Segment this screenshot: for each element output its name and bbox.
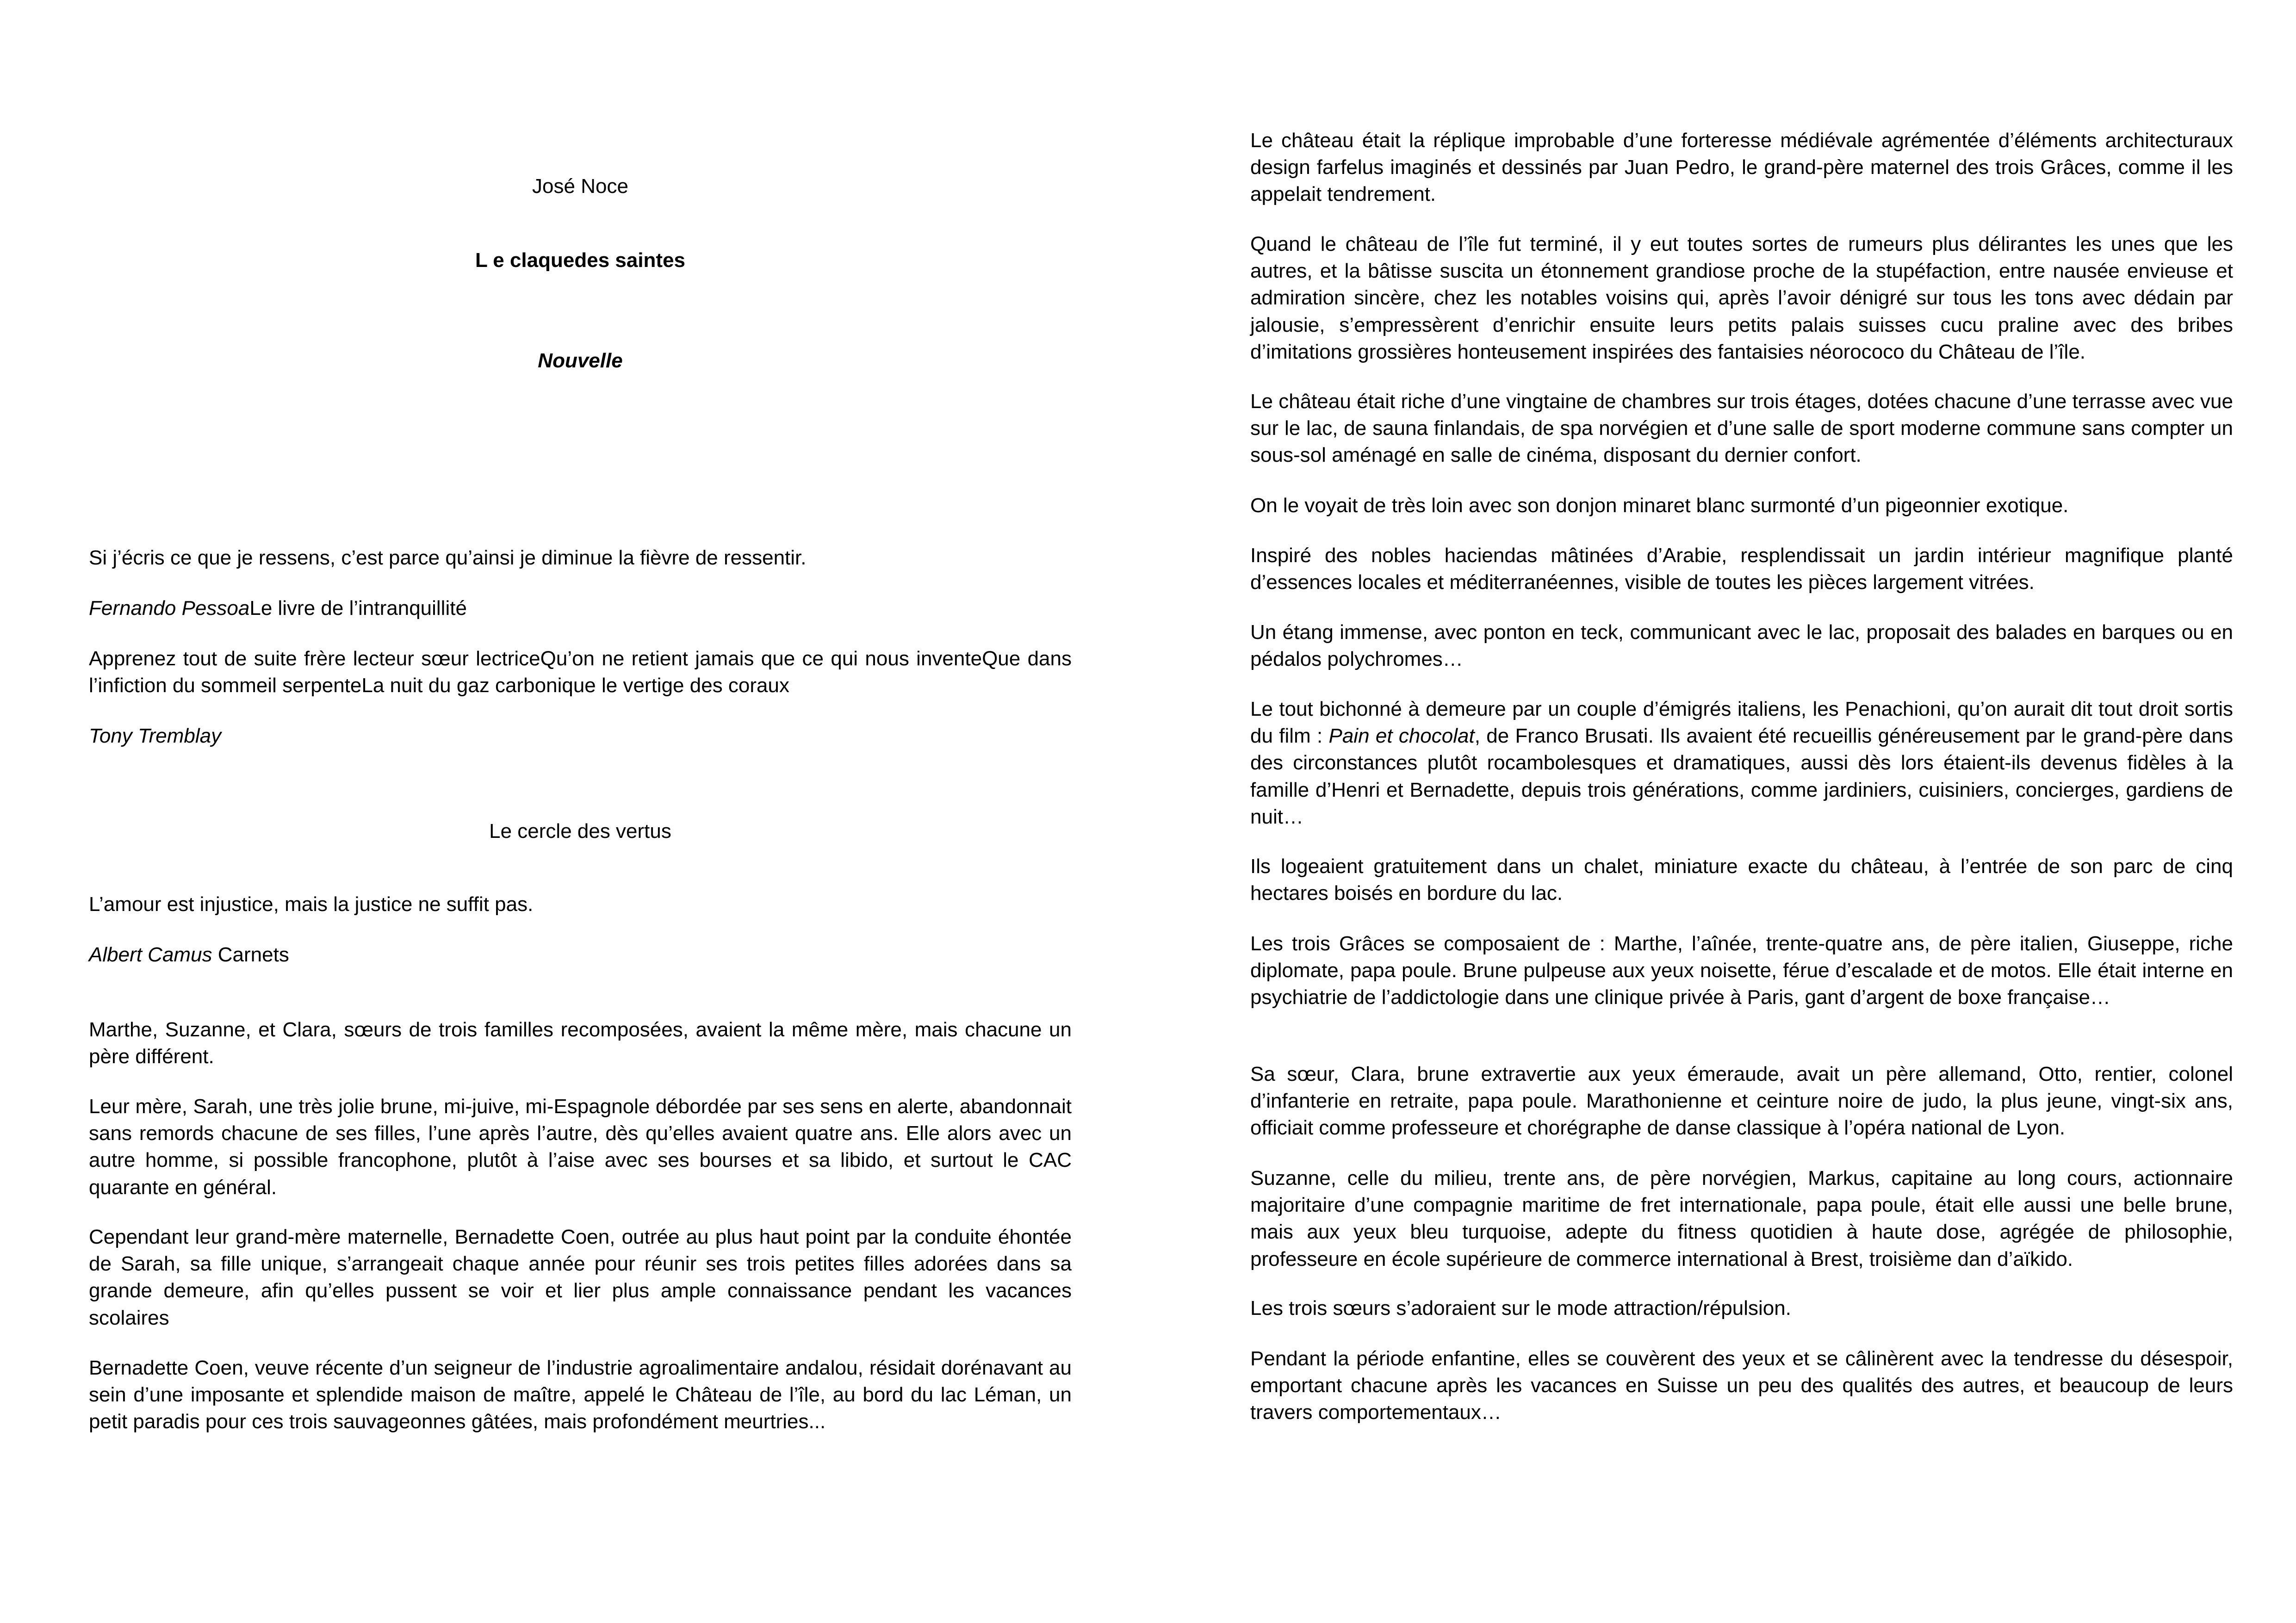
paragraph-right-7-after: , de Franco Brusati. Ils avaient été recueillis généreusement par le grand-père dans des circonstances plutôt rocambolesques et dramatiques, aussi dès lors étaient-ils devenus fidèles à la famille d’Henri et Bernadette, depuis trois générations, comme jardiniers, cuisiniers, concierges, gardiens de nuit… <box>1250 725 2233 828</box>
epigraph-author-3: Albert Camus <box>89 943 212 966</box>
epigraph-credit-1 <box>89 595 467 622</box>
paragraph-left-3: Cependant leur grand-mère maternelle, Bernadette Coen, outrée au plus haut point par la conduite éhontée de Sarah, sa fille unique, s’arrangeait chaque année pour réunir ses trois petites filles adorées dans sa grande demeure, afin qu’elles pussent se voir et lier plus ample connaissance pendant les vacances scolaires <box>89 1226 1072 1329</box>
section-title: Le cercle des vertus <box>489 820 671 842</box>
paragraph-right-13: Pendant la période enfantine, elles se couvèrent des yeux et se câlinèrent avec la tendresse du désespoir, emportant chacune après les vacances en Suisse un peu des qualités des autres, et beaucoup de leurs travers comportementaux… <box>1250 1347 2233 1424</box>
paragraph-right-4: On le voyait de très loin avec son donjon minaret blanc surmonté d’un pigeonnier exotique. <box>1250 494 2069 517</box>
paragraph-right-2: Quand le château de l’île fut terminé, il y eut toutes sortes de rumeurs plus délirantes les unes que les autres, et la bâtisse suscita un étonnement grandiose proche de la stupéfaction, entre nausée envieuse et admiration sincère, chez les notables voisins qui, après l’avoir dénigré sur tous les tons avec dédain par jalousie, s’empressèrent d’enrichir ensuite leurs petits palais suisses cucu praline avec des bribes d’imitations grossières honteusement inspirées des fantaisies néorococo du Château de l’île. <box>1250 233 2233 363</box>
epigraph-author-2: Tony Tremblay <box>89 725 222 747</box>
paragraph-right-10: Sa sœur, Clara, brune extravertie aux yeux émeraude, avait un père allemand, Otto, rentier, colonel d’infanterie en retraite, papa poule. Marathonienne et ceinture noire de judo, la plus jeune, vingt-six ans, officiait comme professeure et chorégraphe de danse classique à l’opéra national de Lyon. <box>1250 1063 2233 1140</box>
author-name: José Noce <box>532 175 628 198</box>
paragraph-right-7-before: Le tout bichonné à demeure par un couple d’émigrés italiens, les Penachioni, qu’on aurait dit tout droit sortis du film : <box>1250 698 2233 748</box>
epigraph-author-1: Fernando Pessoa <box>89 597 250 619</box>
paragraph-right-3: Le château était riche d’une vingtaine de chambres sur trois étages, dotées chacune d’une terrasse avec vue sur le lac, de sauna finlandais, de spa norvégien et d’une salle de sport moderne commune sans compter un sous-sol aménagé en salle de cinéma, disposant du dernier confort. <box>1250 390 2233 467</box>
paragraph-left-2: Leur mère, Sarah, une très jolie brune, mi-juive, mi-Espagnole débordée par ses sens en alerte, abandonnait sans remords chacune de ses filles, l’une après l’autre, dès qu’elles avaient quatre ans. Elle alors avec un autre homme, si possible francophone, plutôt à l’aise avec ses bourses et sa libido, et surtout le CAC quarante en général. <box>89 1095 1072 1199</box>
story-title: L e claquedes saintes <box>475 249 686 272</box>
paragraph-right-6: Un étang immense, avec ponton en teck, communicant avec le lac, proposait des balades en barques ou en pédalos polychromes… <box>1250 621 2233 671</box>
epigraph-quote-2: Apprenez tout de suite frère lecteur sœur lectriceQu’on ne retient jamais que ce qui nous inventeQue dans l’infiction du sommeil serpenteLa nuit du gaz carbonique le vertige des coraux <box>89 647 1072 697</box>
right-page <box>1148 0 2296 1623</box>
paragraph-right-8: Ils logeaient gratuitement dans un chalet, miniature exacte du château, à l’entrée de son parc de cinq hectares boisés en bordure du lac. <box>1250 855 2233 905</box>
paragraph-left-1: Marthe, Suzanne, et Clara, sœurs de trois familles recomposées, avaient la même mère, mais chacune un père différent. <box>89 1018 1072 1068</box>
paragraph-right-1: Le château était la réplique improbable d’une forteresse médiévale agrémentée d’éléments architecturaux design farfelus imaginés et dessinés par Juan Pedro, le grand-père maternel des trois Grâces, comme il les appelait tendrement. <box>1250 129 2233 206</box>
film-title: Pain et chocolat <box>1328 725 1475 748</box>
epigraph-quote-1: Si j’écris ce que je ressens, c’est parce qu’ainsi je diminue la fièvre de ressentir. <box>89 546 807 569</box>
epigraph-quote-3: L’amour est injustice, mais la justice ne suffit pas. <box>89 893 534 916</box>
paragraph-right-7 <box>1250 696 2233 830</box>
epigraph-work-3: Carnets <box>212 943 289 966</box>
paragraph-right-11: Suzanne, celle du milieu, trente ans, de père norvégien, Markus, capitaine au long cours, actionnaire majoritaire d’une compagnie maritime de fret internationale, papa poule, était elle aussi une belle brune, mais aux yeux bleu turquoise, adepte du fitness quotidien à haute dose, agrégée de philosophie, professeure en école supérieure de commerce international à Brest, troisième dan d’aïkido. <box>1250 1167 2233 1270</box>
paragraph-right-9: Les trois Grâces se composaient de : Marthe, l’aînée, trente-quatre ans, de père italien, Giuseppe, riche diplomate, papa poule. Brune pulpeuse aux yeux noisette, férue d’escalade et de motos. Elle était interne en psychiatrie de l’addictologie dans une clinique privée à Paris, gant d’argent de boxe française… <box>1250 932 2233 1009</box>
paragraph-right-12: Les trois sœurs s’adoraient sur le mode attraction/répulsion. <box>1250 1297 1791 1319</box>
paragraph-left-4: Bernadette Coen, veuve récente d’un seigneur de l’industrie agroalimentaire andalou, résidait dorénavant au sein d’une imposante et splendide maison de maître, appelé le Château de l’île, au bord du lac Léman, un petit paradis pour ces trois sauvageonnes gâtées, mais profondément meurtries... <box>89 1357 1072 1433</box>
genre-label: Nouvelle <box>538 349 623 372</box>
epigraph-credit-3 <box>89 942 289 968</box>
paragraph-right-5: Inspiré des nobles haciendas mâtinées d’Arabie, resplendissait un jardin intérieur magnifique planté d’essences locales et méditerranéennes, visible de toutes les pièces largement vitrées. <box>1250 544 2233 594</box>
epigraph-work-1: Le livre de l’intranquillité <box>249 597 467 619</box>
